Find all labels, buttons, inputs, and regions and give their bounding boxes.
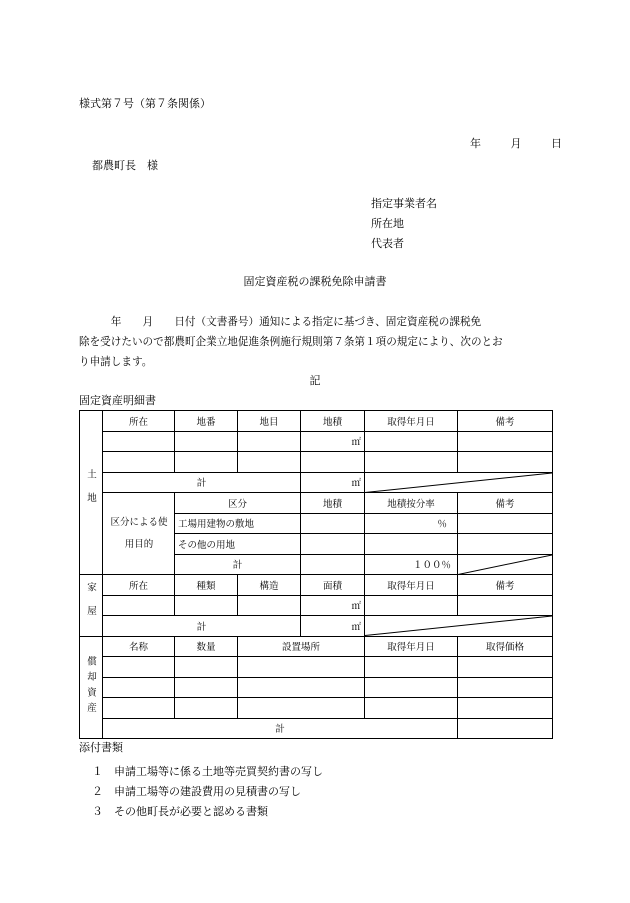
house-total-area[interactable] (301, 616, 365, 637)
depreciable-header-quantity: 数量 (175, 636, 238, 657)
depreciable-cell[interactable] (458, 698, 553, 719)
house-cell[interactable] (103, 595, 175, 616)
land-cell[interactable] (365, 452, 458, 473)
attachment-text: 申請工場等に係る土地等売買契約書の写し (114, 765, 323, 778)
house-cell[interactable] (458, 595, 553, 616)
usage-factory-ratio[interactable] (365, 513, 458, 534)
depreciable-cell[interactable] (238, 657, 365, 678)
depreciable-row (80, 677, 553, 698)
depreciable-cell[interactable] (365, 677, 458, 698)
house-total-row (80, 616, 553, 637)
usage-factory-label: 工場用建物の敷地 (175, 513, 301, 534)
sqm-unit: ㎡ (351, 601, 361, 613)
attachment-number: ２ (92, 785, 103, 798)
land-cell[interactable] (103, 452, 175, 473)
body-line-1: 年 月 日付（文書番号）通知による指定に基づき、固定資産税の課税免 (79, 316, 482, 328)
addressee: 都農町長 様 (92, 159, 158, 172)
form-number: 様式第７号（第７条関係） (79, 97, 211, 110)
depreciable-cell[interactable] (103, 677, 175, 698)
land-cell[interactable] (365, 431, 458, 452)
attachment-text: その他町長が必要と認める書類 (114, 805, 268, 818)
house-cell[interactable] (175, 595, 238, 616)
land-header-acquired: 取得年月日 (365, 411, 458, 432)
depreciable-cell[interactable] (175, 657, 238, 678)
land-cell[interactable] (175, 452, 238, 473)
house-header-area: 面積 (301, 575, 365, 596)
depreciable-cell[interactable] (238, 698, 365, 719)
depreciable-cell[interactable] (238, 677, 365, 698)
house-side-label: 家屋 (80, 575, 103, 637)
date-day: 日 (551, 137, 562, 150)
depreciable-header-row (80, 636, 553, 657)
land-total-area[interactable] (301, 472, 365, 493)
usage-header-ratio: 地積按分率 (365, 493, 458, 514)
depreciable-side-label: 償却資産 (80, 636, 103, 739)
house-row (80, 595, 553, 616)
percent-unit: ％ (437, 519, 447, 531)
usage-cell[interactable] (458, 534, 553, 555)
usage-cell[interactable] (301, 554, 365, 575)
land-header-category: 地目 (238, 411, 301, 432)
applicant-representative-label: 代表者 (371, 237, 404, 250)
house-header-structure: 構造 (238, 575, 301, 596)
usage-purpose-label: 区分による使用目的 (103, 493, 175, 575)
land-row (80, 431, 553, 452)
attachment-text: 申請工場等の建設費用の見積書の写し (114, 785, 301, 798)
attachment-item (92, 783, 301, 799)
attachments-title: 添付書類 (79, 741, 123, 754)
applicant-address-label: 所在地 (371, 217, 404, 230)
house-header-location: 所在 (103, 575, 175, 596)
body-line-3: り申請します。 (79, 356, 153, 368)
usage-total-value: １００％ (365, 554, 458, 575)
usage-header-row (80, 493, 553, 514)
usage-cell[interactable] (301, 513, 365, 534)
depreciable-cell[interactable] (458, 657, 553, 678)
land-header-row (80, 411, 553, 432)
land-total-row (80, 472, 553, 493)
land-header-remarks: 備考 (458, 411, 553, 432)
depreciable-header-place: 設置場所 (238, 636, 365, 657)
applicant-name-label: 指定事業者名 (371, 197, 437, 210)
sqm-unit: ㎡ (351, 437, 361, 449)
body-line-2: 除を受けたいので都農町企業立地促進条例施行規則第７条第１項の規定により、次のとお (79, 336, 503, 348)
house-area-cell[interactable] (301, 595, 365, 616)
usage-total-diagonal (458, 554, 553, 575)
land-header-location: 所在 (103, 411, 175, 432)
depreciable-header-acquired: 取得年月日 (365, 636, 458, 657)
attachment-number: ３ (92, 805, 103, 818)
attachment-item (92, 803, 268, 819)
usage-header-area: 地積 (301, 493, 365, 514)
land-header-lot: 地番 (175, 411, 238, 432)
land-cell[interactable] (238, 452, 301, 473)
depreciable-cell[interactable] (175, 677, 238, 698)
depreciable-cell[interactable] (175, 698, 238, 719)
house-header-remarks: 備考 (458, 575, 553, 596)
date-line (470, 137, 562, 151)
land-cell[interactable] (175, 431, 238, 452)
land-row (80, 452, 553, 473)
fixed-asset-table (79, 410, 553, 739)
depreciable-cell[interactable] (103, 657, 175, 678)
depreciable-cell[interactable] (103, 698, 175, 719)
land-total-diagonal (365, 472, 553, 493)
depreciable-row (80, 657, 553, 678)
land-cell[interactable] (458, 431, 553, 452)
usage-header-remarks: 備考 (458, 493, 553, 514)
depreciable-cell[interactable] (458, 677, 553, 698)
depreciable-header-name: 名称 (103, 636, 175, 657)
depreciable-total-label: 計 (103, 718, 458, 739)
house-header-row (80, 575, 553, 596)
usage-cell[interactable] (301, 534, 365, 555)
house-total-label: 計 (103, 616, 301, 637)
usage-total-label: 計 (175, 554, 301, 575)
house-header-acquired: 取得年月日 (365, 575, 458, 596)
usage-cell[interactable] (458, 513, 553, 534)
depreciable-total-value[interactable] (458, 718, 553, 739)
house-header-kind: 種類 (175, 575, 238, 596)
date-year: 年 (470, 137, 481, 150)
depreciable-total-row (80, 718, 553, 739)
ki-mark: 記 (309, 374, 321, 387)
date-month: 月 (510, 137, 522, 150)
usage-header-category: 区分 (175, 493, 301, 514)
depreciable-row (80, 698, 553, 719)
table-title: 固定資産明細書 (79, 394, 156, 407)
document-title: 固定資産税の課税免除申請書 (243, 275, 387, 288)
depreciable-cell[interactable] (365, 657, 458, 678)
land-cell[interactable] (103, 431, 175, 452)
land-header-area: 地積 (301, 411, 365, 432)
sqm-unit: ㎡ (351, 621, 361, 633)
land-total-label: 計 (103, 472, 301, 493)
depreciable-cell[interactable] (365, 698, 458, 719)
house-cell[interactable] (365, 595, 458, 616)
house-total-diagonal (365, 616, 553, 637)
land-cell[interactable] (458, 452, 553, 473)
depreciable-header-price: 取得価格 (458, 636, 553, 657)
land-area-cell[interactable] (301, 431, 365, 452)
usage-other-label: その他の用地 (175, 534, 301, 555)
land-cell[interactable] (301, 452, 365, 473)
attachment-item (92, 763, 323, 779)
house-cell[interactable] (238, 595, 301, 616)
usage-cell[interactable] (365, 534, 458, 555)
sqm-unit: ㎡ (351, 478, 361, 490)
attachment-number: １ (92, 765, 103, 778)
land-side-label: 土地 (80, 411, 103, 575)
land-cell[interactable] (238, 431, 301, 452)
